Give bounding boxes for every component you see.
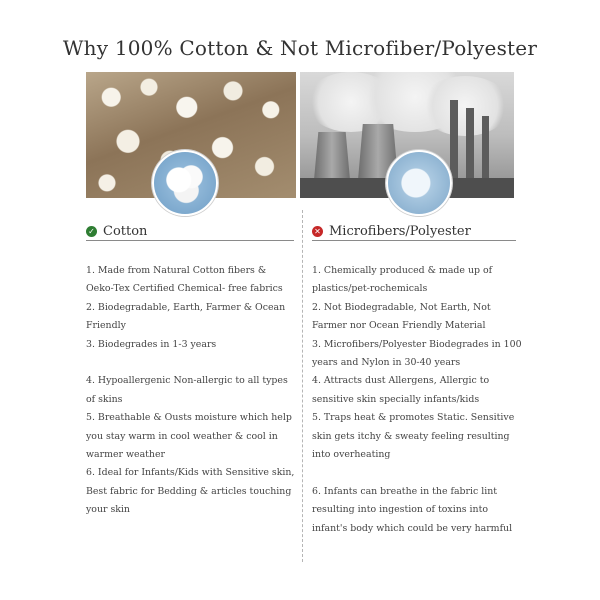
cotton-heading-label: Cotton bbox=[103, 223, 148, 239]
list-item: 6. Ideal for Infants/Kids with Sensitive skin, Best fabric for Bedding & articles touching your skin bbox=[86, 467, 295, 516]
cotton-heading-rule bbox=[86, 240, 294, 241]
list-item: 5. Traps heat & promotes Static. Sensitive skin gets itchy & sweaty feeling resulting into overheating bbox=[312, 412, 515, 461]
list-item: 3. Microfibers/Polyester Biodegrades in 100 years and Nylon in 30-40 years bbox=[312, 338, 522, 369]
cotton-list bbox=[86, 262, 296, 520]
list-item: 1. Made from Natural Cotton fibers & Oeko-Tex Certified Chemical- free fabrics bbox=[86, 265, 283, 295]
list-item: 6. Infants can breathe in the fabric lint resulting into ingestion of toxins into infant's body which could be very harmful bbox=[312, 485, 513, 534]
chimney bbox=[450, 100, 458, 180]
list-item: 1. Chemically produced & made up of plastics/pet-rochemicals bbox=[312, 265, 493, 295]
list-item: 2. Biodegradable, Earth, Farmer & Ocean Friendly bbox=[86, 301, 286, 332]
microfiber-badge bbox=[386, 150, 452, 216]
cross-circle-icon: ✕ bbox=[312, 226, 323, 237]
microfiber-list bbox=[312, 262, 526, 538]
cooling-tower bbox=[314, 132, 350, 180]
list-item: 2. Not Biodegradable, Not Earth, Not Farmer nor Ocean Friendly Material bbox=[312, 301, 491, 332]
check-circle-icon: ✓ bbox=[86, 226, 97, 237]
smoke-cloud bbox=[420, 76, 510, 136]
chimney bbox=[482, 116, 489, 180]
cotton-heading bbox=[86, 220, 147, 242]
list-item: 3. Biodegrades in 1-3 years bbox=[86, 338, 217, 350]
page-title: Why 100% Cotton & Not Microfiber/Polyester bbox=[62, 36, 538, 60]
column-divider bbox=[302, 210, 303, 562]
list-item: 4. Hypoallergenic Non-allergic to all types of skins bbox=[86, 375, 288, 405]
microfiber-heading bbox=[312, 220, 471, 242]
microfiber-heading-rule bbox=[312, 240, 516, 241]
list-item: 5. Breathable & Ousts moisture which help you stay warm in cool weather & cool in warmer weather bbox=[86, 412, 292, 461]
cotton-ball-badge bbox=[152, 150, 218, 216]
list-item: 4. Attracts dust Allergens, Allergic to sensitive skin specially infants/kids bbox=[312, 375, 490, 405]
chimney bbox=[466, 108, 474, 180]
microfiber-heading-label: Microfibers/Polyester bbox=[329, 223, 471, 239]
